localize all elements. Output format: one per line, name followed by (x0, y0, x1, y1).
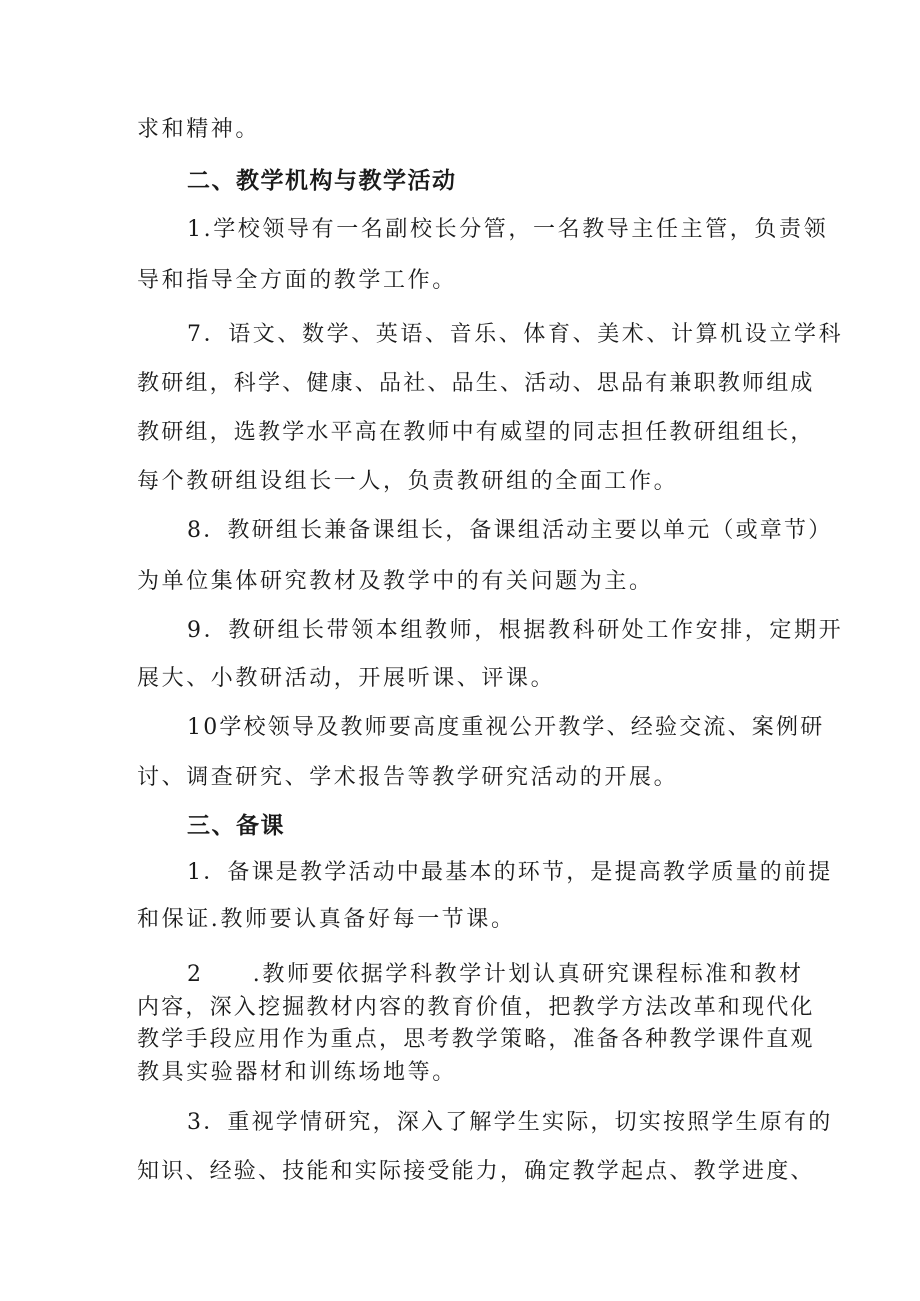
paragraph-line: 9．教研组长带领本组教师，根据教科研处工作安排，定期开 (187, 618, 844, 643)
paragraph-line: 和保证.教师要认真备好每一节课。 (137, 907, 516, 932)
paragraph-line: 8．教研组长兼备课组长，备课组活动主要以单元（或章节） (187, 518, 833, 543)
paragraph-line: 教具实验器材和训练场地等。 (137, 1060, 457, 1085)
paragraph-line: 为单位集体研究教材及教学中的有关问题为主。 (137, 569, 654, 594)
section-heading: 三、备课 (187, 813, 285, 839)
paragraph-line: 导和指导全方面的教学工作。 (137, 268, 457, 293)
paragraph-line: 求和精神。 (137, 117, 261, 142)
paragraph-line: 知识、经验、技能和实际接受能力，确定教学起点、教学进度、 (137, 1159, 815, 1184)
paragraph-line: 展大、小教研活动，开展听课、评课。 (137, 666, 556, 691)
paragraph-line: 2 .教师要依据学科教学计划认真研究课程标准和教材 (187, 962, 804, 987)
paragraph-line: 每个教研组设组长一人，负责教研组的全面工作。 (137, 469, 679, 494)
paragraph-line: 1.学校领导有一名副校长分管，一名教导主任主管，负责领 (187, 217, 829, 242)
paragraph-line: 10学校领导及教师要高度重视公开教学、经验交流、案例研 (187, 715, 825, 740)
paragraph-line: 教研组，选教学水平高在教师中有威望的同志担任教研组组长， (137, 420, 815, 445)
paragraph-line: 1．备课是教学活动中最基本的环节，是提高教学质量的前提 (187, 860, 833, 885)
section-heading: 二、教学机构与教学活动 (187, 168, 457, 194)
paragraph-line: 教研组，科学、健康、品社、品生、活动、思品有兼职教师组成 (137, 371, 815, 396)
paragraph-line: 教学手段应用作为重点，思考教学策略，准备各种教学课件直观 (137, 1027, 815, 1052)
paragraph-line: 讨、调查研究、学术报告等教学研究活动的开展。 (137, 765, 679, 790)
paragraph-line: 7．语文、数学、英语、音乐、体育、美术、计算机设立学科 (187, 322, 844, 347)
paragraph-line: 3．重视学情研究，深入了解学生实际，切实按照学生原有的 (187, 1110, 833, 1135)
paragraph-line: 内容，深入挖掘教材内容的教育价值，把教学方法改革和现代化 (137, 995, 815, 1020)
